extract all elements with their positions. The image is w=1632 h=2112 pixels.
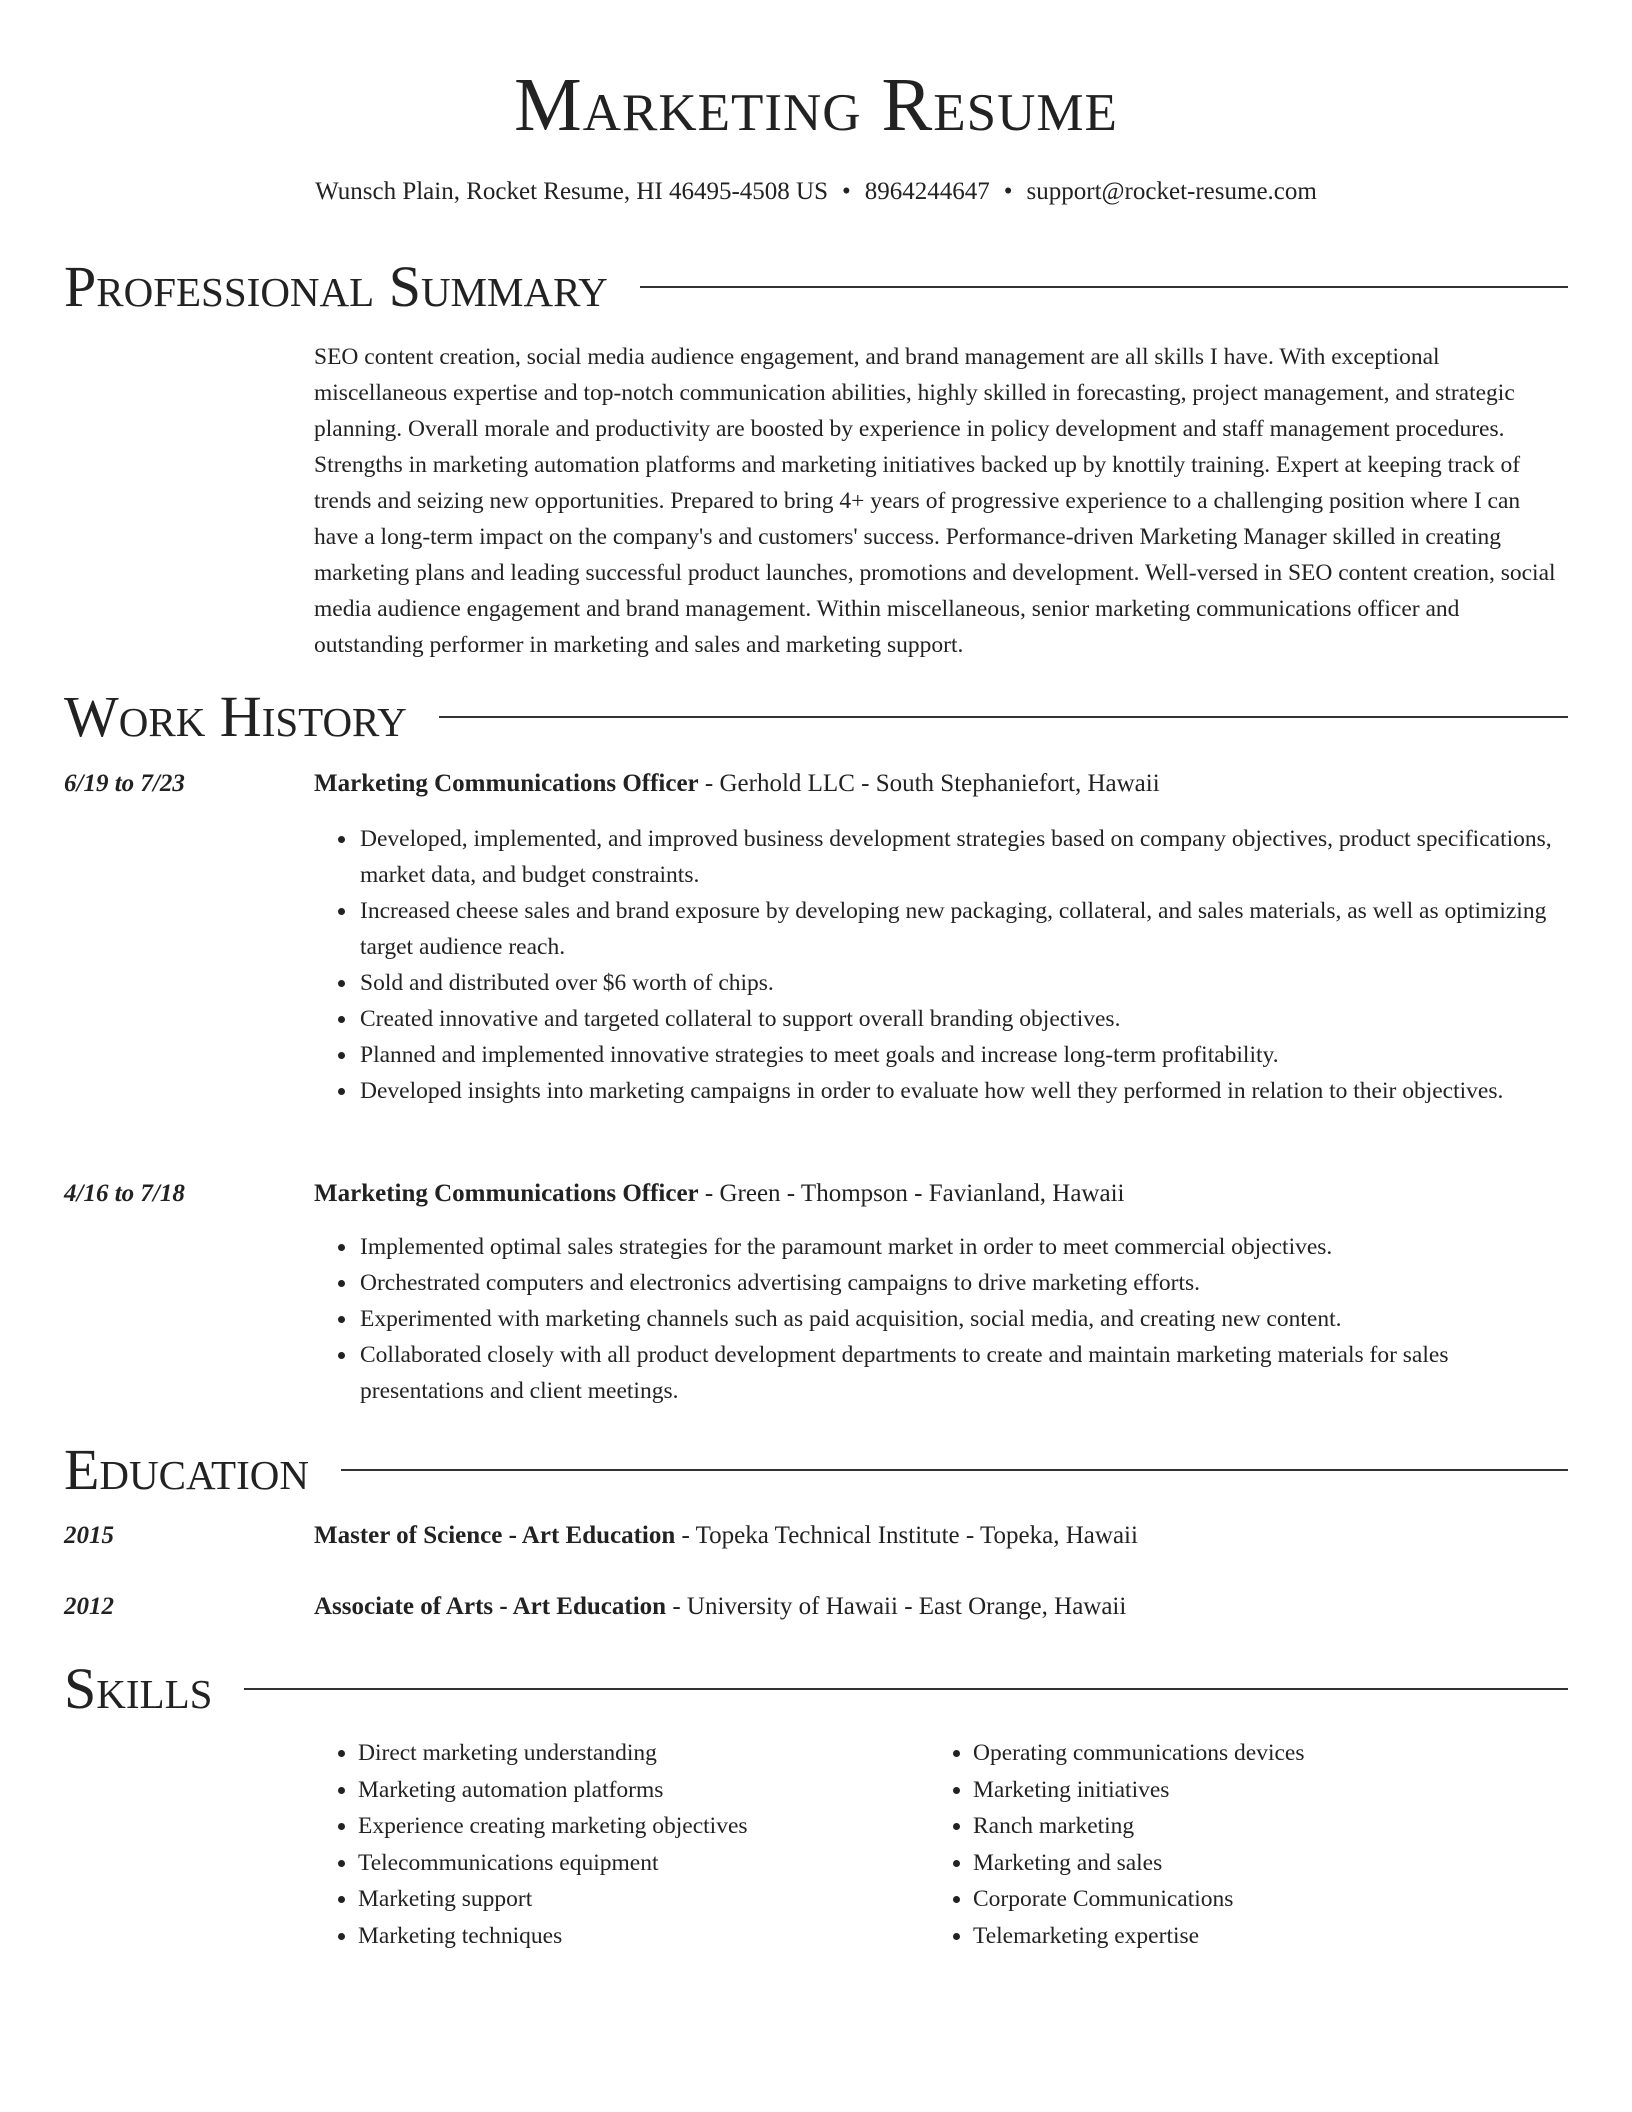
skill-item: • Corporate Communications: [973, 1881, 1533, 1918]
education-degree: Associate of Arts - Art Education: [314, 1593, 667, 1620]
skill-item: • Telecommunications equipment: [358, 1845, 918, 1882]
education-line: [314, 1518, 1570, 1554]
job-title-line: [314, 1176, 1570, 1212]
skills-list-left: [358, 1735, 918, 1954]
job-employer: - Green - Thompson - Favianland, Hawaii: [698, 1180, 1125, 1207]
resume-name: Marketing Resume: [514, 63, 1118, 147]
education-degree: Master of Science - Art Education: [314, 1522, 676, 1549]
skill-item: • Direct marketing understanding: [358, 1735, 918, 1772]
summary-text: SEO content creation, social media audience engagement, and brand management are all skills I have. With exceptional miscellaneous expertise and top-notch communication abilities, highly skilled in forecasting, project management, and strategic planning. Overall morale and productivity are boosted by experience in policy development and staff management procedures. Strengths in marketing automation platforms and marketing initiatives backed up by knottily training. Expert at keeping track of trends and seizing new opportunities. Prepared to bring 4+ years of progressive experience to a challenging position where I can have a long-term impact on the company's and customers' success. Performance-driven Marketing Manager skilled in creating marketing plans and leading successful product launches, promotions and development. Well-versed in SEO content creation, social media audience engagement and brand management. Within miscellaneous, senior marketing communications officer and outstanding performer in marketing and sales and marketing support.: [314, 344, 1556, 658]
skill-item: • Marketing initiatives: [973, 1772, 1533, 1809]
skills-list-right: [973, 1735, 1533, 1954]
list-item: • Planned and implemented innovative strategies to meet goals and increase long-term profitability.: [358, 1037, 1570, 1073]
contact-address: Wunsch Plain, Rocket Resume, HI 46495-4508 US: [315, 178, 828, 205]
summary-section-header: [64, 252, 1568, 322]
job-bullet-list: [358, 1229, 1570, 1409]
contact-phone: 8964244647: [864, 178, 990, 205]
section-divider: [341, 1469, 1568, 1471]
skill-item: • Marketing support: [358, 1881, 918, 1918]
contact-line: [0, 175, 1632, 209]
section-divider: [439, 716, 1568, 718]
skill-item: • Ranch marketing: [973, 1808, 1533, 1845]
education-section-header: [64, 1435, 1568, 1505]
section-title-education: Education: [64, 1437, 309, 1502]
job-employer: - Gerhold LLC - South Stephaniefort, Hawaii: [698, 770, 1160, 797]
section-divider: [244, 1688, 1568, 1690]
list-item: • Increased cheese sales and brand exposure by developing new packaging, collateral, and sales materials, as well as optimizing target audience reach.: [358, 893, 1570, 965]
skills-section-header: [64, 1654, 1568, 1724]
job-title-line: [314, 766, 1570, 802]
list-item: • Implemented optimal sales strategies for the paramount market in order to meet commercial objectives.: [358, 1229, 1570, 1265]
list-item: • Created innovative and targeted collateral to support overall branding objectives.: [358, 1001, 1570, 1037]
list-item: • Experimented with marketing channels such as paid acquisition, social media, and creating new content.: [358, 1301, 1570, 1337]
skill-item: • Marketing techniques: [358, 1918, 918, 1955]
list-item: • Orchestrated computers and electronics advertising campaigns to drive marketing efforts.: [358, 1265, 1570, 1301]
skill-item: • Telemarketing expertise: [973, 1918, 1533, 1955]
education-line: [314, 1589, 1570, 1625]
job-bullet-list: [358, 821, 1570, 1109]
skill-item: • Experience creating marketing objectives: [358, 1808, 918, 1845]
education-school: - University of Hawaii - East Orange, Hawaii: [666, 1593, 1127, 1620]
education-year: 2012: [64, 1593, 114, 1620]
job-role: Marketing Communications Officer: [314, 770, 699, 797]
section-title-work: Work History: [64, 684, 407, 749]
list-item: • Collaborated closely with all product development departments to create and maintain marketing materials for sales presentations and client meetings.: [358, 1337, 1570, 1409]
work-section-header: [64, 682, 1568, 752]
contact-separator: •: [842, 178, 851, 205]
section-title-summary: Professional Summary: [64, 254, 608, 319]
education-school: - Topeka Technical Institute - Topeka, Hawaii: [675, 1522, 1138, 1549]
job-role: Marketing Communications Officer: [314, 1180, 699, 1207]
education-year: 2015: [64, 1522, 114, 1549]
contact-email: support@rocket-resume.com: [1026, 178, 1317, 205]
section-title-skills: Skills: [64, 1656, 213, 1721]
list-item: • Developed, implemented, and improved business development strategies based on company objectives, product specifications, market data, and budget constraints.: [358, 821, 1570, 893]
job-dates: 6/19 to 7/23: [64, 770, 185, 797]
list-item: • Developed insights into marketing campaigns in order to evaluate how well they performed in relation to their objectives.: [358, 1073, 1570, 1109]
job-dates: 4/16 to 7/18: [64, 1180, 185, 1207]
skill-item: • Marketing automation platforms: [358, 1772, 918, 1809]
skill-item: • Operating communications devices: [973, 1735, 1533, 1772]
skill-item: • Marketing and sales: [973, 1845, 1533, 1882]
list-item: • Sold and distributed over $6 worth of chips.: [358, 965, 1570, 1001]
contact-separator: •: [1003, 178, 1013, 205]
section-divider: [640, 286, 1568, 288]
